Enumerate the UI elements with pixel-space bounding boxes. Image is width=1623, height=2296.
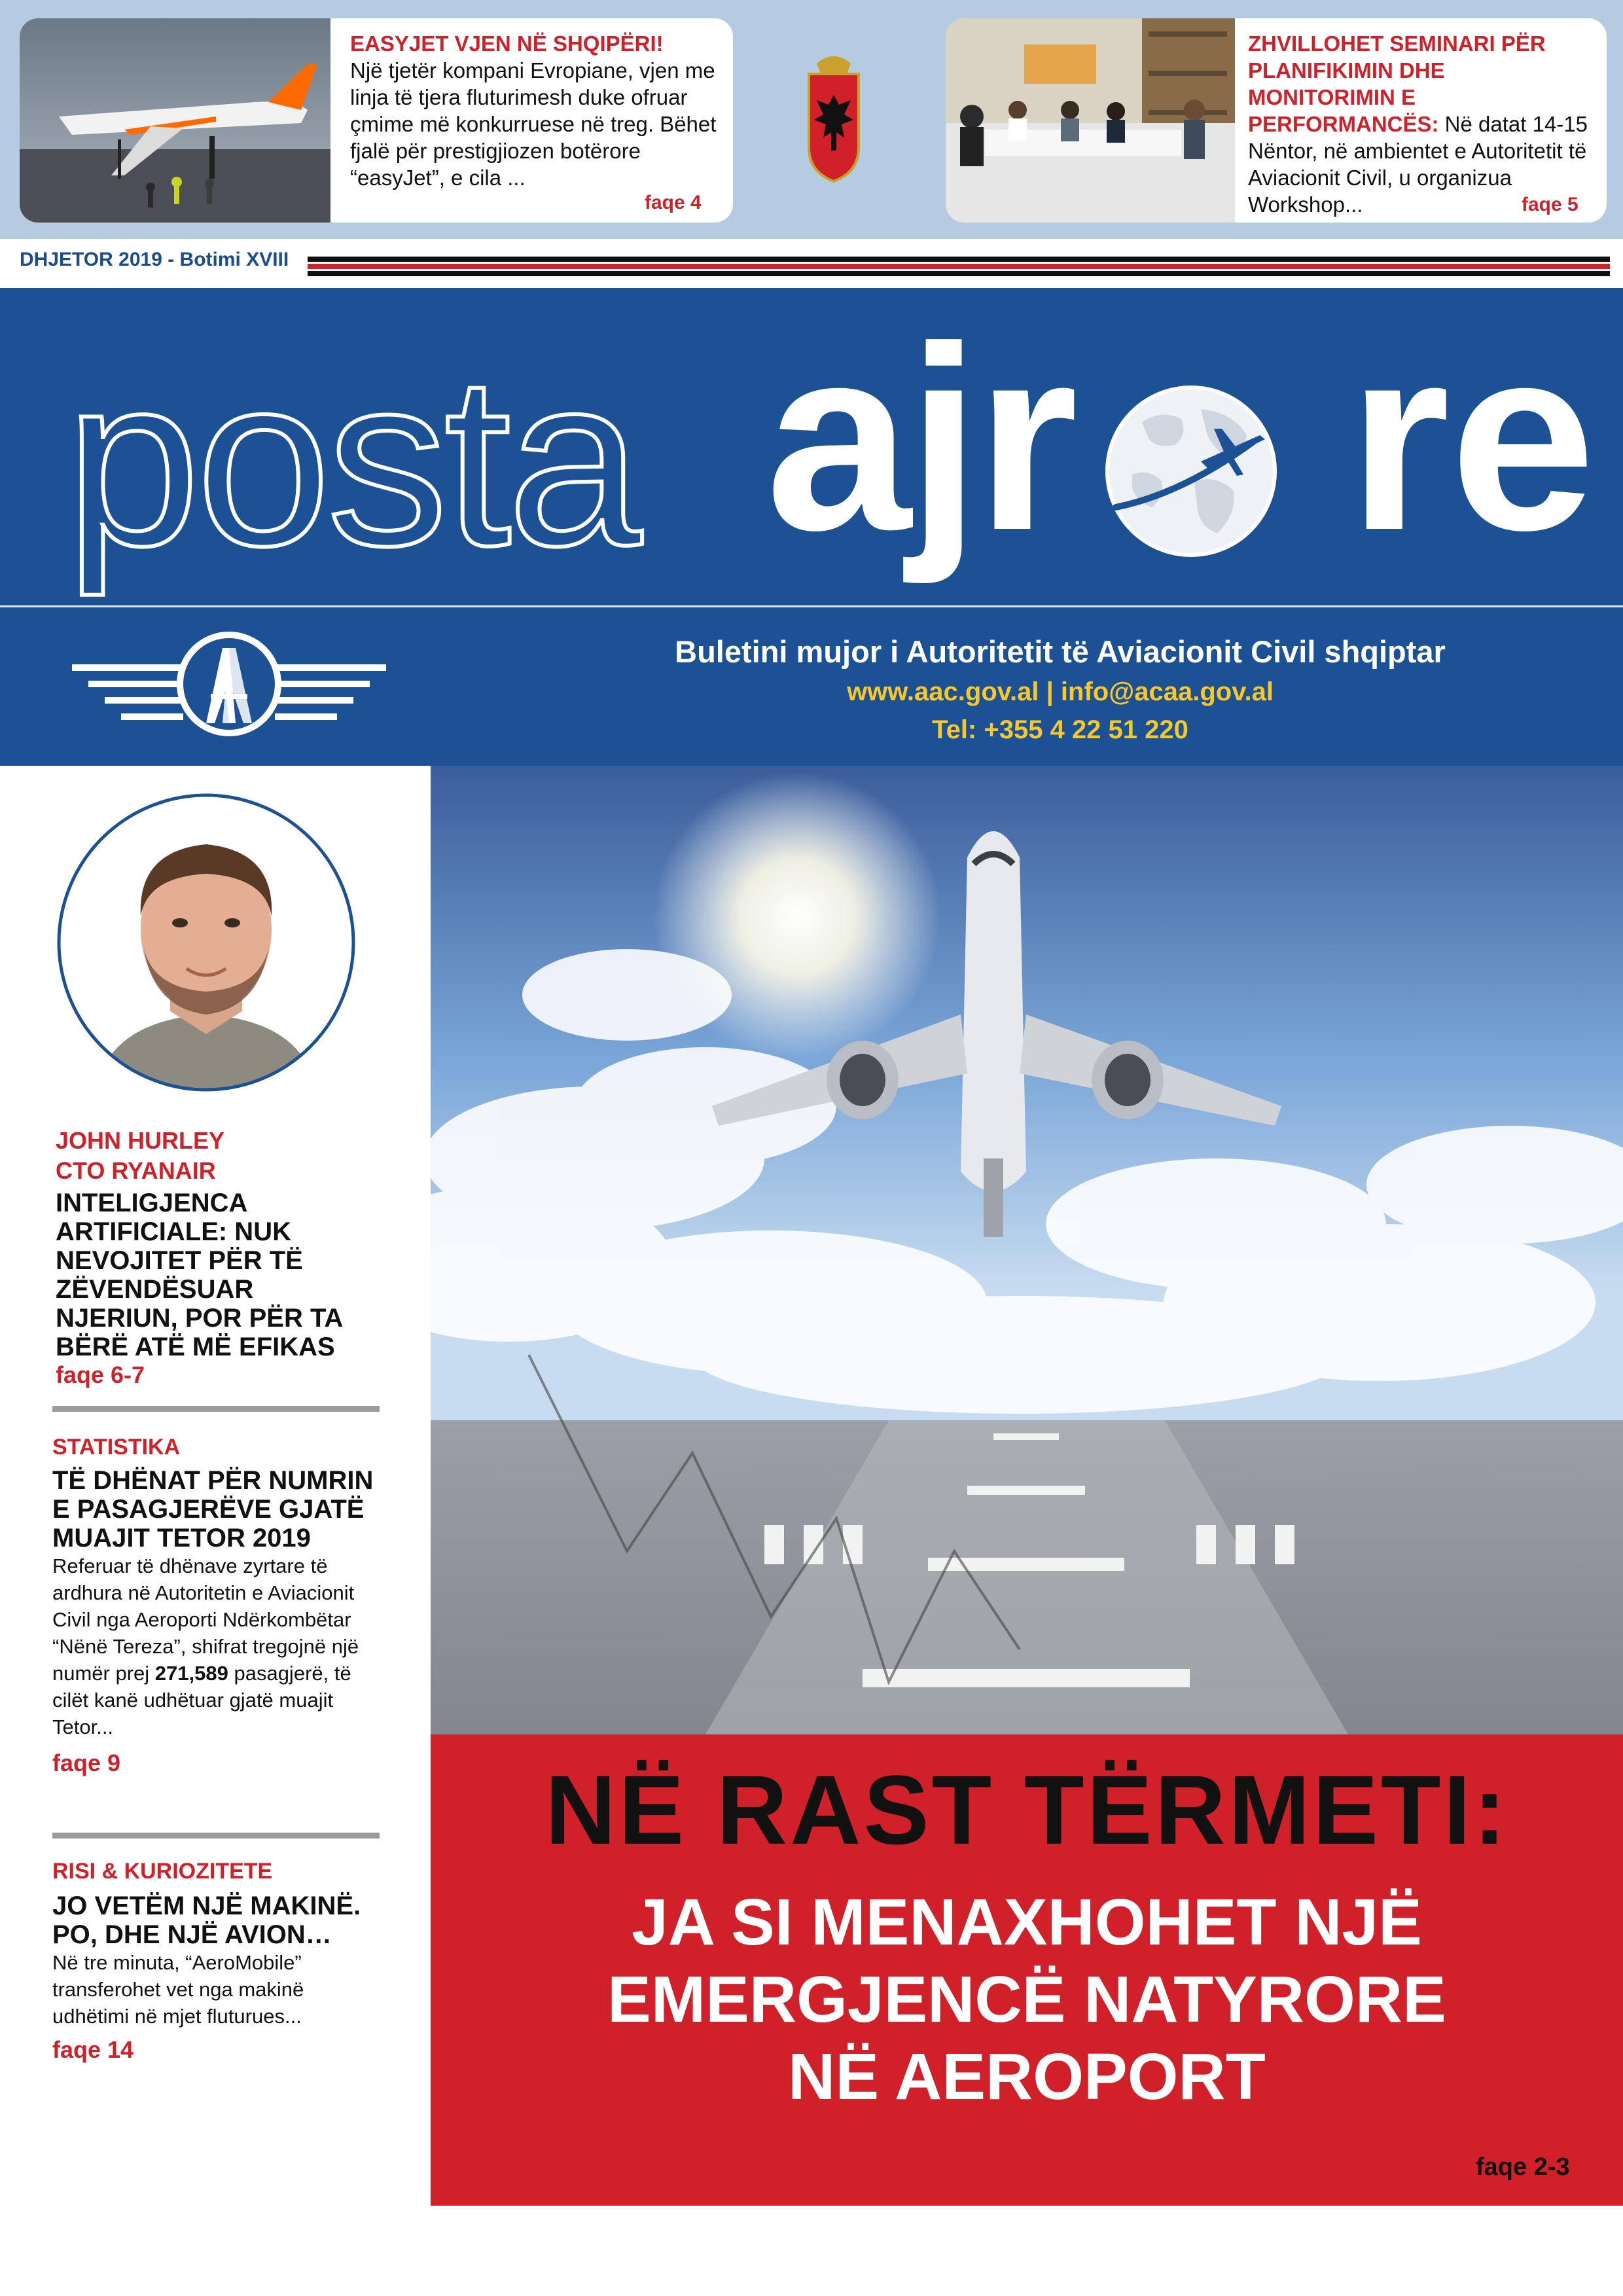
teaser-card-easyjet[interactable]	[20, 18, 733, 223]
teaser-title: EASYJET VJEN NË SHQIPËRI!	[350, 31, 664, 56]
masthead-divider	[0, 605, 1623, 607]
cover-subheadline	[431, 1884, 1623, 2115]
masthead-phone: Tel: +355 4 22 51 220	[932, 715, 1188, 744]
curiosities-block[interactable]	[52, 1856, 380, 2064]
curiosities-kicker: RISI & KURIOZITETE	[52, 1859, 273, 1884]
curiosities-headline: JO VETËM NJË MAKINË. PO, DHE NJË AVION…	[52, 1892, 361, 1949]
sidebar-divider	[52, 1406, 380, 1412]
interviewee-name: JOHN HURLEY	[56, 1127, 225, 1154]
brand-word-posta: posta	[65, 326, 639, 596]
cover-subheadline-line: JA SI MENAXHOHET NJË	[632, 1886, 1422, 1959]
teaser-text	[350, 30, 717, 191]
stats-headline: TË DHËNAT PËR NUMRIN E PASAGJERËVE GJATË MUAJIT TETOR 2019	[52, 1466, 374, 1552]
cover-headline: NË RAST TËRMETI:	[544, 1755, 1509, 1865]
interview-page-link[interactable]: faqe 6-7	[56, 1361, 145, 1388]
teaser-body: Në datat 14-15 Nëntor, në ambientet e Autoritetit të Aviacionit Civil, u organizua Workshop...	[1248, 112, 1588, 217]
teaser-body: Një tjetër kompani Evropiane, vjen me linja të tjera fluturimesh duke ofruar çmime më konkurruese në treg. Bëhet fjalë për prestigjiozen botërore “easyJet”, e cila ...	[350, 58, 717, 190]
seminar-meeting-photo	[946, 18, 1235, 223]
easyjet-aircraft-photo	[20, 18, 330, 223]
curiosities-body: Në tre minuta, “AeroMobile” transferohet vet nga makinë udhëtimi në mjet fluturues...	[52, 1951, 304, 2028]
flag-line-black	[308, 257, 1610, 262]
cover-subheadline-line: EMERGJENCË NATYRORE	[607, 1963, 1446, 2036]
teaser-title: ZHVILLOHET SEMINARI PËR PLANIFIKIMIN DHE MONITORIMIN E PERFORMANCËS:	[1248, 31, 1546, 136]
flag-line-black	[308, 271, 1610, 276]
interview-headline: INTELIGJENCA ARTIFICIALE: NUK NEVOJITET PËR TË ZËVENDËSUAR NJERIUN, POR PËR TA BËRË ATË MË EFIKAS	[56, 1189, 342, 1361]
stats-body-text: pasagjerë, të cilët kanë udhëtuar gjatë muajit Tetor...	[52, 1662, 351, 1738]
interview-block[interactable]	[56, 1126, 383, 1389]
flag-line-red	[308, 264, 1610, 269]
teaser-page-link[interactable]: faqe 4	[645, 192, 702, 213]
teaser-page-link[interactable]: faqe 5	[1522, 194, 1578, 215]
brand-word-re: re	[1348, 292, 1596, 584]
stats-block[interactable]	[52, 1432, 380, 1777]
cover-page-link[interactable]: faqe 2-3	[1476, 2153, 1570, 2181]
masthead-contact-links[interactable]: www.aac.gov.al | info@acaa.gov.al	[847, 677, 1274, 706]
stats-kicker: STATISTIKA	[52, 1435, 181, 1460]
john-hurley-portrait	[56, 792, 357, 1093]
stats-passenger-count: 271,589	[154, 1662, 228, 1685]
curiosities-page-link[interactable]: faqe 14	[52, 2036, 134, 2063]
masthead-tagline: Buletini mujor i Autoritetit të Aviacionit Civil shqiptar	[675, 634, 1446, 669]
sidebar-divider	[52, 1833, 380, 1839]
teaser-text	[1248, 30, 1595, 218]
issue-date: DHJETOR 2019 - Botimi XVIII	[20, 249, 289, 270]
brand-word-ajr: ajr	[766, 292, 1075, 584]
stats-body-text: Referuar të dhënave zyrtare të ardhura në Autoritetin e Aviacionit Civil nga Aeroporti Ndërkombëtar “Nënë Tereza”, shifrat tregojnë një numër prej	[52, 1554, 359, 1685]
albania-coat-of-arms-icon	[797, 49, 870, 183]
teaser-card-seminar[interactable]	[946, 18, 1607, 223]
aac-logo-icon	[72, 619, 386, 743]
stats-body	[52, 1552, 380, 1740]
globe-airplane-icon	[1103, 383, 1279, 560]
interviewee-role: CTO RYANAIR	[56, 1157, 216, 1184]
cover-subheadline-line: NË AEROPORT	[788, 2040, 1266, 2113]
stats-page-link[interactable]: faqe 9	[52, 1749, 121, 1776]
